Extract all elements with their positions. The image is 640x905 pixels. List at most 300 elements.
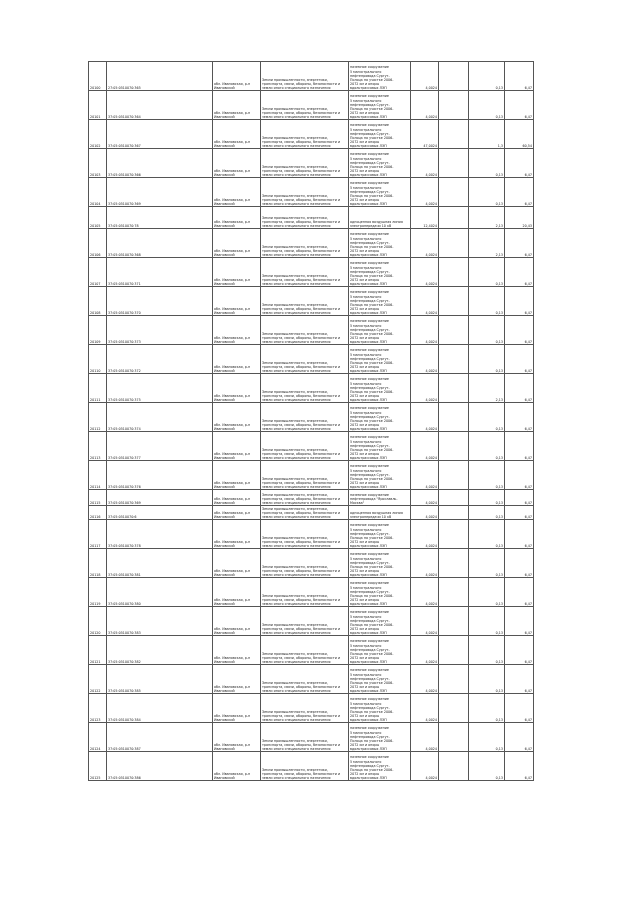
land-category-cell-line: земли иного специального назначения [262,688,331,693]
location-cell [213,607,261,636]
cadastral-number-cell: 37:05:0510070:374 [107,403,213,432]
object-cell-line: 5 магистрального [350,352,382,357]
location-cell-line: обл. Ивановская, р-н [214,139,251,144]
land-category-cell-line: Земли промышленности, энергетики, [262,447,328,452]
location-cell-line: Ивановский [214,143,235,148]
object-cell-line: наземное сооружение [350,232,389,237]
land-category-cell-line: земли иного специального назначения [262,717,331,722]
land-category-cell-line: транспорта, связи, обороны, безопасности и [262,139,341,144]
land-category-cell-line: Земли промышленности, энергетики, [262,215,328,220]
land-category-cell-line: транспорта, связи, обороны, безопасности и [262,496,341,501]
land-category-cell-line: Земли промышленности, энергетики, [262,738,328,743]
location-cell-line: обл. Ивановская, р-н [214,742,251,747]
total-value-cell: 20,43 [505,207,534,229]
object-cell-line: Полоцк на участке 2006- [350,738,394,743]
object-cell-line: 5 магистрального [350,265,382,270]
location-cell-line: Ивановский [214,339,235,344]
land-category-cell-line: транспорта, связи, обороны, безопасности и [262,335,341,340]
land-category-cell-line: земли иного специального назначения [262,601,331,606]
land-category-cell-line: Земли промышленности, энергетики, [262,506,328,511]
location-cell-line: Ивановский [214,281,235,286]
object-cell-line: 5 магистрального [350,527,382,532]
blank-value-cell [439,432,469,461]
land-category-cell-line: Земли промышленности, энергетики, [262,622,328,627]
document-page [88,61,533,781]
land-category-cell-line: транспорта, связи, обороны, безопасности и [262,364,341,369]
object-cell-line: 2072 км и опоры [350,597,380,602]
land-category-cell-line: транспорта, связи, обороны, безопасности и [262,742,341,747]
object-cell-line: наземное сооружение [350,492,389,497]
object-cell-line: нефтепровода Сургут- [350,240,390,245]
location-cell [213,345,261,374]
land-category-cell-line: Земли промышленности, энергетики, [262,492,328,497]
object-cell-line: 2072 км и опоры [350,742,380,747]
area-value-cell: 4,0024 [411,345,439,374]
cadastral-number-cell: 37:05:0510070:378 [107,520,213,549]
location-cell-line: Ивановский [214,426,235,431]
rate-value-cell: 0,13 [469,178,505,207]
location-cell-line: обл. Ивановская, р-н [214,539,251,544]
rate-value-cell: 0,13 [469,258,505,287]
object-cell-line: наземное сооружение [350,94,389,99]
area-value-cell: 4,0024 [411,665,439,694]
object-cell [349,149,411,178]
object-cell-line: 5 магистрального [350,701,382,706]
object-cell-line: вдольтрассовых ЛЭП [350,426,387,431]
cadastral-number-cell: 37:05:0510070:373 [107,316,213,345]
land-category-cell-line: земли иного специального назначения [262,310,331,315]
rate-value-cell: 0,13 [469,62,505,91]
land-category-cell-line: земли иного специального назначения [262,85,331,90]
object-cell-line: Полоцк на участке 2006- [350,244,394,249]
location-cell-line: обл. Ивановская, р-н [214,451,251,456]
table-row [89,694,534,723]
blank-value-cell [439,506,469,520]
location-cell [213,694,261,723]
land-category-cell-line: транспорта, связи, обороны, безопасности и [262,539,341,544]
land-category-cell [261,345,349,374]
row-number-cell: 20119 [89,578,107,607]
object-cell-line: 5 магистрального [350,69,382,74]
cadastral-number-cell: 37:05:0510070:380 [107,578,213,607]
rate-value-cell: 0,13 [469,694,505,723]
land-category-cell-line: Земли промышленности, энергетики, [262,680,328,685]
location-cell [213,432,261,461]
total-value-cell: 6,47 [505,607,534,636]
object-cell-line: наземное сооружение [350,726,389,731]
location-cell-line: обл. Ивановская, р-н [214,655,251,660]
object-cell-line: 2072 км и опоры [350,771,380,776]
row-number-cell: 20107 [89,258,107,287]
blank-value-cell [439,287,469,316]
land-category-cell-line: транспорта, связи, обороны, безопасности и [262,480,341,485]
location-cell-line: Ивановский [214,172,235,177]
object-cell [349,374,411,403]
location-cell-line: обл. Ивановская, р-н [214,771,251,776]
object-cell [349,520,411,549]
object-cell [349,120,411,149]
object-cell-line: вдольтрассовых ЛЭП [350,339,387,344]
land-category-cell-line: транспорта, связи, обороны, безопасности и [262,422,341,427]
object-cell-line: наземное сооружение [350,639,389,644]
blank-value-cell [439,207,469,229]
row-number-cell: 20101 [89,91,107,120]
total-value-cell: 6,47 [505,636,534,665]
location-cell-line: Ивановский [214,114,235,119]
total-value-cell: 6,47 [505,229,534,258]
total-value-cell: 6,47 [505,258,534,287]
location-cell [213,374,261,403]
object-cell-line: вдольтрассовых ЛЭП [350,601,387,606]
object-cell-line: 2072 км и опоры [350,451,380,456]
object-cell-line: 5 магистрального [350,98,382,103]
object-cell-line: наземное сооружение [350,181,389,186]
blank-value-cell [439,665,469,694]
land-category-cell-line: транспорта, связи, обороны, безопасности и [262,771,341,776]
table-row [89,723,534,752]
object-cell-line: нефтепровода Сургут- [350,647,390,652]
object-cell-line: Полоцк на участке 2006- [350,622,394,627]
land-category-cell-line: Земли промышленности, энергетики, [262,360,328,365]
land-category-cell-line: транспорта, связи, обороны, безопасности и [262,597,341,602]
location-cell-line: Ивановский [214,252,235,257]
total-value-cell: 6,47 [505,403,534,432]
object-cell-line: нефтепровода Сургут- [350,705,390,710]
total-value-cell: 6,47 [505,506,534,520]
blank-value-cell [439,374,469,403]
object-cell-line: нефтепровода Сургут- [350,763,390,768]
object-cell-line: Полоцк на участке 2006- [350,331,394,336]
land-category-cell-line: земли иного специального назначения [262,281,331,286]
object-cell-line: вдольтрассовых ЛЭП [350,775,387,780]
object-cell-line: наземное сооружение [350,152,389,157]
object-cell-line: нефтепровода Сургут- [350,676,390,681]
land-category-cell-line: транспорта, связи, обороны, безопасности и [262,568,341,573]
location-cell [213,752,261,781]
blank-value-cell [439,723,469,752]
total-value-cell: 6,47 [505,549,534,578]
land-category-cell [261,287,349,316]
location-cell-line: обл. Ивановская, р-н [214,510,251,515]
object-cell-line: 2072 км и опоры [350,197,380,202]
object-cell-line: Полоцк на участке 2006- [350,389,394,394]
land-category-cell-line: Земли промышленности, энергетики, [262,418,328,423]
object-cell-line: вдольтрассовых ЛЭП [350,397,387,402]
object-cell-line: вдольтрассовых ЛЭП [350,717,387,722]
land-category-cell-line: Земли промышленности, энергетики, [262,77,328,82]
object-cell-line: вдольтрассовых ЛЭП [350,484,387,489]
object-cell-line: 2072 км и опоры [350,139,380,144]
object-cell-line: 5 магистрального [350,672,382,677]
cadastral-number-cell: 37:05:0510070:368 [107,229,213,258]
cadastral-number-cell: 37:05:0510070:369 [107,490,213,506]
rate-value-cell: 2,13 [469,374,505,403]
total-value-cell: 6,47 [505,461,534,490]
location-cell-line: Ивановский [214,775,235,780]
object-cell-line: вдольтрассовых ЛЭП [350,659,387,664]
object-cell [349,490,411,506]
row-number-cell: 20103 [89,149,107,178]
object-cell-line: наземное сооружение [350,377,389,382]
object-cell-line: нефтепровода Сургут- [350,618,390,623]
row-number-cell: 20110 [89,345,107,374]
cadastral-number-cell: 37:05:0510070:375 [107,374,213,403]
land-category-cell-line: земли иного специального назначения [262,514,331,519]
location-cell [213,403,261,432]
object-cell-line: наземное сооружение [350,464,389,469]
cadastral-number-cell: 37:05:0510070:386 [107,752,213,781]
object-cell-line: вдольтрассовых ЛЭП [350,172,387,177]
land-category-cell-line: транспорта, связи, обороны, безопасности и [262,684,341,689]
land-category-cell [261,490,349,506]
area-value-cell: 4,0024 [411,520,439,549]
row-number-cell: 20125 [89,752,107,781]
land-category-cell [261,258,349,287]
total-value-cell: 6,47 [505,432,534,461]
table-row [89,403,534,432]
rate-value-cell: 0,13 [469,636,505,665]
land-category-cell-line: транспорта, связи, обороны, безопасности и [262,655,341,660]
table-row [89,229,534,258]
object-cell-line: наземное сооружение [350,348,389,353]
area-value-cell: 47,0024 [411,120,439,149]
object-cell [349,403,411,432]
land-category-cell-line: земли иного специального назначения [262,484,331,489]
area-value-cell: 12,4024 [411,207,439,229]
total-value-cell: 6,47 [505,91,534,120]
object-cell-line: нефтепровода Сургут- [350,443,390,448]
object-cell [349,432,411,461]
land-category-cell [261,403,349,432]
cadastral-number-cell: 37:05:0510070:369 [107,178,213,207]
object-cell-line: электропередачи 10 кВ [350,514,392,519]
location-cell-line: обл. Ивановская, р-н [214,110,251,115]
object-cell-line: 5 магистрального [350,185,382,190]
location-cell-line: обл. Ивановская, р-н [214,335,251,340]
land-category-cell [261,91,349,120]
land-category-cell [261,432,349,461]
object-cell-line: 2072 км и опоры [350,713,380,718]
land-category-cell-line: транспорта, связи, обороны, безопасности и [262,110,341,115]
object-cell-line: Полоцк на участке 2006- [350,418,394,423]
object-cell-line: наземное сооружение [350,697,389,702]
object-cell-line: Полоцк на участке 2006- [350,135,394,140]
land-category-cell [261,120,349,149]
cadastral-number-cell: 27:05:0510070:365 [107,62,213,91]
object-cell-line: наземное сооружение [350,319,389,324]
area-value-cell: 4,0024 [411,229,439,258]
table-row [89,520,534,549]
cadastral-number-cell: 37:05:0510070:367 [107,120,213,149]
location-cell-line: обл. Ивановская, р-н [214,219,251,224]
land-category-cell-line: Земли промышленности, энергетики, [262,651,328,656]
rate-value-cell: 2,13 [469,207,505,229]
land-category-cell [261,549,349,578]
location-cell-line: обл. Ивановская, р-н [214,364,251,369]
land-category-cell [261,520,349,549]
land-category-cell [261,149,349,178]
total-value-cell: 6,47 [505,149,534,178]
table-row [89,316,534,345]
location-cell [213,549,261,578]
area-value-cell: 4,0024 [411,149,439,178]
object-cell-line: наземное сооружение [350,65,389,70]
rate-value-cell: 0,13 [469,506,505,520]
land-category-cell-line: земли иного специального назначения [262,252,331,257]
object-cell-line: нефтепровода Сургут- [350,160,390,165]
row-number-cell: 20118 [89,549,107,578]
table-row [89,62,534,91]
blank-value-cell [439,694,469,723]
total-value-cell: 6,47 [505,62,534,91]
row-number-cell: 20102 [89,120,107,149]
location-cell-line: обл. Ивановская, р-н [214,597,251,602]
cadastral-number-cell: 37:05:0510070:383 [107,607,213,636]
location-cell-line: обл. Ивановская, р-н [214,81,251,86]
land-category-cell [261,752,349,781]
land-category-cell-line: земли иного специального назначения [262,426,331,431]
row-number-cell: 20116 [89,506,107,520]
object-cell-line: нефтепровода Сургут- [350,102,390,107]
object-cell-line: 2072 км и опоры [350,81,380,86]
location-cell [213,316,261,345]
total-value-cell: 6,47 [505,374,534,403]
table-row [89,432,534,461]
table-row [89,665,534,694]
area-value-cell: 4,0024 [411,490,439,506]
land-category-cell-line: Земли промышленности, энергетики, [262,164,328,169]
object-cell [349,636,411,665]
location-cell-line: обл. Ивановская, р-н [214,422,251,427]
object-cell-line: Полоцк на участке 2006- [350,593,394,598]
table-row [89,752,534,781]
blank-value-cell [439,316,469,345]
land-category-cell-line: транспорта, связи, обороны, безопасности и [262,626,341,631]
row-number-cell: 20111 [89,374,107,403]
location-cell-line: Ивановский [214,601,235,606]
object-cell-line: наземное сооружение [350,435,389,440]
cadastral-number-cell: 37:05:0510070:382 [107,636,213,665]
location-cell [213,258,261,287]
land-category-cell-line: земли иного специального назначения [262,223,331,228]
land-category-cell-line: земли иного специального назначения [262,630,331,635]
land-category-cell [261,506,349,520]
object-cell [349,91,411,120]
location-cell-line: обл. Ивановская, р-н [214,480,251,485]
land-category-cell-line: Земли промышленности, энергетики, [262,273,328,278]
land-category-cell-line: земли иного специального назначения [262,114,331,119]
area-value-cell: 4,0024 [411,62,439,91]
land-category-cell [261,207,349,229]
object-cell-line: 5 магистрального [350,294,382,299]
location-cell [213,207,261,229]
object-cell-line: Полоцк на участке 2006- [350,164,394,169]
land-category-cell-line: земли иного специального назначения [262,339,331,344]
location-cell-line: обл. Ивановская, р-н [214,197,251,202]
location-cell-line: обл. Ивановская, р-н [214,393,251,398]
object-cell-line: вдольтрассовых ЛЭП [350,252,387,257]
blank-value-cell [439,229,469,258]
object-cell-line: Полоцк на участке 2006- [350,535,394,540]
object-cell-line: нефтепровода "Ярославль- [350,496,398,501]
location-cell [213,229,261,258]
area-value-cell: 4,0024 [411,636,439,665]
object-cell-line: нефтепровода Сургут- [350,356,390,361]
object-cell-line: 5 магистрального [350,643,382,648]
location-cell [213,490,261,506]
cadastral-number-cell: 37:05:0510070:387 [107,723,213,752]
object-cell [349,665,411,694]
blank-value-cell [439,520,469,549]
row-number-cell: 20123 [89,694,107,723]
object-cell-line: Полоцк на участке 2006- [350,106,394,111]
object-cell [349,549,411,578]
location-cell-line: обл. Ивановская, р-н [214,168,251,173]
object-cell-line: Полоцк на участке 2006- [350,680,394,685]
location-cell [213,506,261,520]
land-category-cell-line: транспорта, связи, обороны, безопасности и [262,510,341,515]
land-category-cell-line: земли иного специального назначения [262,397,331,402]
table-row [89,578,534,607]
location-cell-line: Ивановский [214,688,235,693]
object-cell-line: нефтепровода Сургут- [350,560,390,565]
object-cell-line: нефтепровода Сургут- [350,73,390,78]
land-category-cell [261,723,349,752]
object-cell-line: Полоцк на участке 2006- [350,273,394,278]
location-cell-line: Ивановский [214,514,235,519]
land-category-cell-line: земли иного специального назначения [262,143,331,148]
area-value-cell: 4,0024 [411,91,439,120]
area-value-cell: 4,0024 [411,258,439,287]
object-cell-line: вдольтрассовых ЛЭП [350,630,387,635]
land-category-cell-line: Земли промышленности, энергетики, [262,331,328,336]
blank-value-cell [439,178,469,207]
land-category-cell-line: Земли промышленности, энергетики, [262,564,328,569]
table-row [89,258,534,287]
object-cell [349,178,411,207]
area-value-cell: 4,0024 [411,403,439,432]
area-value-cell: 4,0024 [411,178,439,207]
row-number-cell: 20124 [89,723,107,752]
object-cell [349,258,411,287]
cadastral-number-cell: 37:05:0510070:381 [107,549,213,578]
row-number-cell: 20104 [89,178,107,207]
area-value-cell: 4,0024 [411,752,439,781]
object-cell-line: 5 магистрального [350,614,382,619]
object-cell [349,62,411,91]
location-cell [213,149,261,178]
row-number-cell: 20117 [89,520,107,549]
object-cell-line: 2072 км и опоры [350,335,380,340]
location-cell-line: Ивановский [214,746,235,751]
object-cell-line: 5 магистрального [350,759,382,764]
land-category-cell [261,229,349,258]
object-cell-line: вдольтрассовых ЛЭП [350,143,387,148]
land-category-cell-line: земли иного специального назначения [262,368,331,373]
row-number-cell: 20108 [89,287,107,316]
location-cell-line: Ивановский [214,572,235,577]
area-value-cell: 4,0024 [411,694,439,723]
object-cell-line: одноцепная воздушная линия [350,219,403,224]
blank-value-cell [439,461,469,490]
land-category-cell-line: транспорта, связи, обороны, безопасности и [262,277,341,282]
object-cell-line: наземное сооружение [350,290,389,295]
land-category-cell-line: Земли промышленности, энергетики, [262,135,328,140]
object-cell-line: 5 магистрального [350,410,382,415]
object-cell-line: 2072 км и опоры [350,480,380,485]
rate-value-cell: 0,13 [469,316,505,345]
table-row [89,374,534,403]
